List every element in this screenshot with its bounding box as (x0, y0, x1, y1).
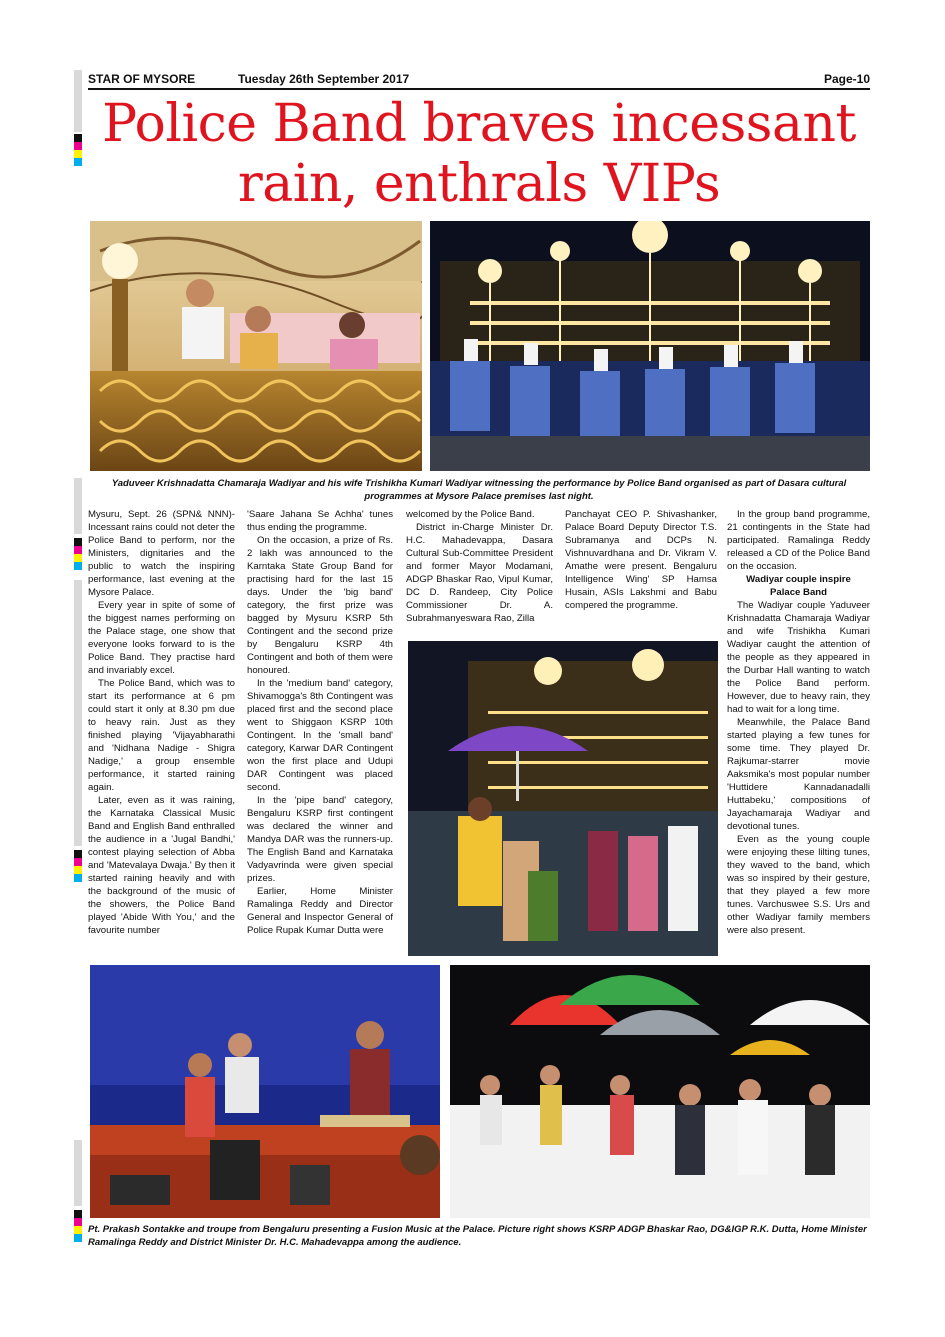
article-subheading: Wadiyar couple inspire Palace Band (746, 574, 851, 598)
bottom-photo-caption: Pt. Prakash Sontakke and troupe from Bengaluru presenting a Fusion Music at the Palace. Picture right shows KSRP ADGP Bhaskar Rao, DG&IGP R.K. Dutta, Home Minister Ramalinga Reddy and District Minister Dr. H.C. Mahadevappa among the audience. (88, 1224, 867, 1248)
article-paragraph: In the 'medium band' category, Shivamogga's 8th Contingent was placed first and the second place went to Shiggaon KSRP 10th Contingent. In the 'small band' category, Karwar DAR Contingent won the first place and Udupi DAR Contingent was placed second. (247, 678, 393, 793)
photo-royal-couple-balcony (90, 221, 422, 471)
article-paragraph: District in-Charge Minister Dr. H.C. Mahadevappa, Dasara Cultural Sub-Committee President and former Mayor Modamani, ADGP Bhaskar Rao, Vipul Kumar, DC D. Randeep, City Police Commissioner Dr. A. Subrahmanyeswara Rao, Zilla (406, 522, 553, 624)
article-column-3 (406, 508, 553, 638)
article-paragraph: Meanwhile, the Palace Band started playing a few tunes for some time. They played Dr. Rajkumar-starrer movie Aaksmika's most popular number 'Huttidere Kannadanadalli Huttabeku,' compositions of Jayachamaraja Wadiyar and devotional tunes. (727, 717, 870, 832)
photo-fusion-music (90, 965, 440, 1218)
article-paragraph: Even as the young couple were enjoying these lilting tunes, they waved to the band, which was so inspired by their gesture, that they played a few more tunes. Varchuswee S.S. Urs and other Wadiyar family members were also present. (727, 834, 870, 936)
article-column-4 (565, 508, 717, 638)
newspaper-name: STAR OF MYSORE (88, 72, 196, 86)
photo-fusion-music-graphic (90, 965, 440, 1218)
photo-police-band-palace (430, 221, 870, 471)
registration-mark (74, 134, 82, 166)
photo-crowd-selfie-rain (408, 641, 718, 956)
article-column-2 (247, 508, 393, 963)
article-paragraph: On the occasion, a prize of Rs. 2 lakh was announced to the Karntaka State Group Band for practising hard for the last 15 days. Under the 'big band' category, the first prize was bagged by Mysuru KSRP 5th Contingent and the second prize by Bengaluru KSRP 4th Contingent and both of them were honoured. (247, 535, 393, 676)
article-paragraph: Every year in spite of some of the biggest names performing on the Palace stage, one show that everyone looks forward to is the Police Band. They practise hard and invariably excel. (88, 600, 235, 676)
print-margin-strip (74, 70, 82, 132)
page-masthead (88, 72, 870, 88)
article-paragraph: Later, even as it was raining, the Karnataka Classical Music Band and English Band enthralled the audience in a 'Jugal Bandhi,' contest playing selection of Abba and 'Matevalaya Dwaja.' By then it started raining heavily and with the background of the music of the showers, the Police Band played 'Abide With You,' and the favourite number (88, 795, 235, 936)
photo-dignitaries-graphic (450, 965, 870, 1218)
article-paragraph: The Police Band, which was to start its performance at 6 pm could start it only at 8.30 pm due to heavy rain. Just as they finished playing 'Vijayabharathi and 'Nidhana Nadige - Shigra Nadige,' a group ensemble performance, it started raining again. (88, 678, 235, 793)
article-column-1 (88, 508, 235, 963)
article-paragraph: 'Saare Jahana Se Achha' tunes thus ending the programme. (247, 509, 393, 533)
article-paragraph: In the 'pipe band' category, Bengaluru KSRP first contingent was declared the winner and Mandya DAR was the runners-up. The English Band and Karnataka Vadyavrinda were given special prizes. (247, 795, 393, 884)
photo-police-band-graphic (430, 221, 870, 471)
photo-crowd-graphic (408, 641, 718, 956)
top-photo-caption: Yaduveer Krishnadatta Chamaraja Wadiyar and his wife Trishikha Kumari Wadiyar witnessing the performance by Police Band organised as part of Dasara cultural programmes at Mysore Palace premises last night. (111, 478, 847, 502)
print-margin-strip (74, 478, 82, 534)
article-paragraph: welcomed by the Police Band. (406, 509, 535, 520)
issue-date: Tuesday 26th September 2017 (238, 72, 410, 86)
article-column-5 (727, 508, 870, 963)
article-paragraph: Panchayat CEO P. Shivashanker, Palace Board Deputy Director T.S. Subramanya and DCPs N. Vishnuvardhana and Dr. Vikram V. Amathe were present. Bengaluru Intelligence Wing' SP Hamsa Husain, ASIs Lakshmi and Babu compered the programme. (565, 509, 717, 611)
registration-mark (74, 1210, 82, 1242)
page-number: Page-10 (823, 72, 870, 86)
masthead-rule (88, 88, 870, 90)
headline-line-2: rain, enthrals VIPs (237, 154, 721, 214)
photo-royal-couple-graphic (90, 221, 422, 471)
print-margin-strip (74, 580, 82, 846)
article-paragraph: Mysuru, Sept. 26 (SPN& NNN)- Incessant rains could not deter the Police Band to perform, nor the Ministers, dignitaries and the public to watch the inspiring performance, last evening at the Mysore Palace. (88, 509, 235, 598)
photo-dignitaries-umbrellas (450, 965, 870, 1218)
print-margin-strip (74, 1140, 82, 1206)
article-paragraph: In the group band programme, 21 contingents in the State had participated. Ramalinga Reddy released a CD of the Police Band on the occasion. (727, 509, 870, 572)
headline (88, 94, 870, 214)
registration-mark (74, 850, 82, 882)
headline-line-1: Police Band braves incessant (102, 94, 856, 154)
article-paragraph: Earlier, Home Minister Ramalinga Reddy and Director General and Inspector General of Police Rupak Kumar Dutta were (247, 886, 393, 936)
registration-mark (74, 538, 82, 570)
article-paragraph: The Wadiyar couple Yaduveer Krishnadatta Chamaraja Wadiyar and wife Trishikha Kumari Wadiyar caught the attention of the people as they appeared in the Durbar Hall wanting to watch the Police Band perform. However, due to heavy rain, they had to wait for a long time. (727, 600, 870, 715)
